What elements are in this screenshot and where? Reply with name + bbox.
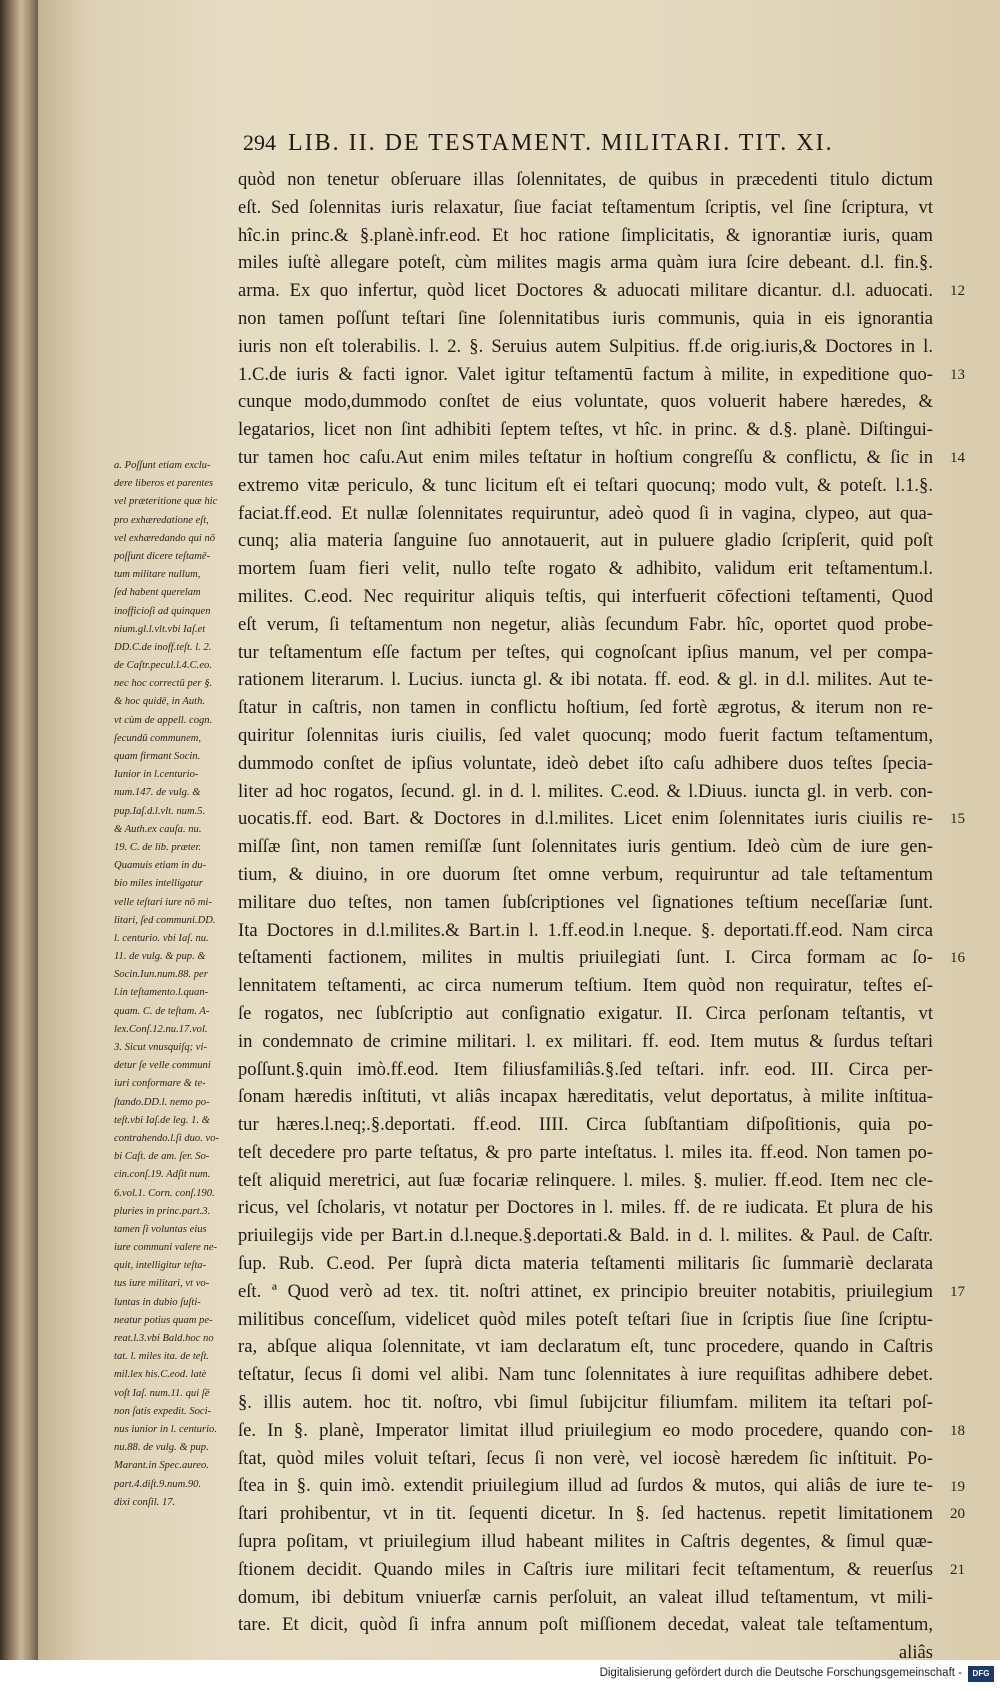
marginal-note-line: quam. C. de teſtam. A- — [114, 1005, 210, 1017]
digitization-footer — [0, 1660, 1000, 1690]
marginal-note-line: & hoc quidē, in Auth. — [114, 696, 206, 708]
text-line: legatarios, licet non ſint adhibiti ſeptem teſtes, vt hîc. in princ. & d.§. planè. Diſtingui- — [238, 419, 933, 441]
text-line: mortem ſuam fieri velit, nullo teſte rogato & adhibito, validum erit teſtamentum.l. — [238, 558, 933, 580]
marginal-note-line: lex.Conſ.12.nu.17.vol. — [114, 1023, 208, 1035]
margin-number: 18 — [950, 1423, 965, 1439]
margin-number: 17 — [950, 1284, 965, 1300]
marginal-note-line: ſed habent querelam — [114, 587, 201, 599]
text-line: ſe. In §. planè, Imperator limitat illud priuilegium eo modo procedere, quando con- — [238, 1419, 933, 1441]
book-edge — [0, 0, 38, 1690]
text-line: teſtatur, ſecus ſi domi vel alibi. Nam tunc ſolennitates à iure requiſitas adhibere debet. — [238, 1364, 933, 1386]
book-page — [38, 0, 1000, 1660]
marginal-note-line: detur ſe velle communi — [114, 1060, 211, 1072]
text-line: ſe rogatos, nec ſubſcriptio aut conſignatio exigatur. II. Circa perſonam teſtantis, vt — [238, 1002, 933, 1024]
marginal-note-line: Iunior in l.centurio- — [114, 769, 199, 781]
marginal-note-line: ſtando.DD.l. nemo po- — [114, 1096, 210, 1108]
marginal-note-line: & Auth.ex cauſa. nu. — [114, 823, 202, 835]
text-line: ſtatur in caſtris, non tamen in conflictu hoſtium, ſed fortè ægrotus, & iterum non re- — [238, 697, 933, 719]
dfg-logo: DFG — [968, 1666, 994, 1682]
text-line: miſſæ ſint, non tamen remiſſæ ſunt ſolennitates iuris gentium. Ideò cùm de iure gen- — [238, 836, 933, 858]
text-line: extremo vitæ periculo, & tunc licitum eſt ei teſtari quocunq; modo vult, & poteſt. l.1.§. — [238, 474, 933, 496]
marginal-note-line: inofficioſi ad quinquen — [114, 605, 211, 617]
text-line: tur hæres.l.neq;.§.deportati. ff.eod. IIII. Circa ſubſtantiam diſpoſitionis, quia po- — [238, 1114, 933, 1136]
text-line: faciat.ff.eod. Et nullæ ſolennitates requiruntur, adeò quod ſi in vagina, clypeo, aut qua- — [238, 502, 933, 524]
marginal-note-line: de Caſtr.pecul.l.4.C.eo. — [114, 660, 212, 672]
text-line: liter ad hoc rogatos, ſecund. gl. in d. l. milites. C.eod. & l.Diuus. iuncta gl. in verb. con- — [238, 780, 933, 802]
text-line: ſupra poſitam, vt priuilegium illud habeant milites in Caſtris degentes, & ſimul quæ- — [238, 1531, 933, 1553]
text-line: ra, abſque aliqua ſolennitate, vt iam declaratum eſt, tunc procedere, quando in Caſtris — [238, 1336, 933, 1358]
marginal-note-line: litari, ſed communi.DD. — [114, 914, 216, 926]
running-head — [243, 130, 933, 157]
text-line: ſtari prohibentur, vt in tit. ſequenti dicetur. In §. ſed hactenus. repetit limitationem — [238, 1503, 933, 1525]
marginal-note-line: non ſatis expedit. Soci- — [114, 1405, 212, 1417]
marginal-note-line: vt cùm de appell. cogn. — [114, 714, 213, 726]
marginal-note-line: tum militare nullum, — [114, 569, 201, 581]
marginal-note-line: 3. Sicut vnusquiſq; vi- — [114, 1042, 207, 1053]
text-line: dummodo conſtet de ipſius voluntate, ideò debet iſto caſu adhibere duos teſtes ſpecia- — [238, 752, 933, 774]
marginal-note-line: bi Caſt. de am. ſer. So- — [114, 1151, 210, 1163]
margin-number: 19 — [950, 1478, 965, 1495]
marginal-note-line: dixi conſil. 17. — [114, 1496, 176, 1508]
margin-number: 21 — [950, 1562, 965, 1578]
marginal-note-line: 11. de vulg. & pup. & — [114, 951, 206, 963]
marginal-note-line: DD.C.de inoff.teſt. l. 2. — [114, 641, 212, 653]
text-line: poſſunt.§.quin imò.ff.eod. Item filiusfamiliâs.§.ſed teſtari. infr. eod. III. Circa per- — [238, 1058, 933, 1080]
marginal-note-line: tat. l. miles ita. de teſt. — [114, 1351, 210, 1363]
marginal-note-line: 19. C. de lib. præter. — [114, 841, 202, 853]
marginal-note-line: neatur potius quam pe- — [114, 1314, 213, 1326]
text-line: §. illis autem. hoc tit. noſtro, vbi ſimul ſubijcitur filiumfam. militem ita teſtari poſ- — [238, 1392, 933, 1414]
text-line: non tamen poſſunt teſtari ſine ſolennitatibus iuris communis, quia in eis ignorantia — [238, 307, 933, 329]
marginal-note-line: ſecundū communem, — [114, 732, 202, 744]
text-line: arma. Ex quo infertur, quòd licet Doctores & aduocati militare dicantur. d.l. aduocati. — [238, 280, 933, 302]
marginal-note-line: voſt Iaſ. num.11. qui ſē — [114, 1387, 210, 1399]
marginal-note-line: vel exhæredando qui nō — [114, 532, 216, 544]
text-line: quiritur ſolennitas iuris ciuilis, ſed valet quocunq; modo fuerit factum teſtamentum, — [238, 724, 933, 746]
text-line: eſt. ª Quod verò ad tex. tit. noſtri attinet, ex principio breuiter notabitis, priuilegium — [238, 1280, 933, 1302]
text-line: aliâs — [898, 1642, 933, 1660]
text-line: miles iuſtè allegare poteſt, cùm milites magis arma quàm iura ſcire debeant. d.l. fin.§. — [238, 252, 933, 274]
marginal-note-line: contrahendo.l.ſi duo. vo- — [114, 1132, 220, 1144]
text-line: teſt decedere pro parte teſtatus, & pro parte inteſtatus. l. miles ita. ff.eod. Non tamen po- — [238, 1141, 933, 1163]
marginal-note-line: Marant.in Spec.aureo. — [114, 1460, 209, 1472]
marginal-note-line: nus iunior in l. centurio. — [114, 1423, 217, 1435]
marginal-note-line: pup.Iaſ.d.l.vlt. num.5. — [114, 805, 206, 817]
text-line: eſt verum, ſi teſtamentum non negetur, aliàs ſecundum Fabr. hîc, oportet quod probe- — [238, 613, 933, 635]
marginal-note-line: nec hoc correctū per §. — [114, 678, 213, 690]
marginal-note-line: iuri conformare & te- — [114, 1078, 206, 1090]
text-line: ſup. Rub. C.eod. Per ſuprà dicta materia teſtamenti militaris ſic ſummariè declarata — [238, 1253, 933, 1275]
marginal-note-line: velle teſtari iure nō mi- — [114, 896, 212, 908]
margin-number: 15 — [950, 811, 965, 828]
marginal-note-line: iure communi valere ne- — [114, 1242, 218, 1254]
text-line: tur teſtamentum eſſe factum per teſtes, qui cognoſcant ipſius manum, vel per compa- — [238, 641, 933, 663]
running-title: LIB. II. DE TESTAMENT. MILITARI. TIT. XI. — [288, 130, 834, 156]
text-line: domum, ibi debitum vniuerſæ carnis perſoluit, an valeat illud teſtamentum, vt mili- — [238, 1586, 933, 1608]
marginal-note-line: cin.conſ.19. Adſit num. — [114, 1169, 211, 1181]
text-line: 1.C.de iuris & facti ignor. Valet igitur teſtamentū factum à milite, in expeditione quo- — [238, 363, 933, 385]
marginal-note-line: poſſunt dicere teſtamē- — [114, 550, 211, 562]
footer-credit: Digitalisierung gefördert durch die Deutsche Forschungsgemeinschaft - — [599, 1667, 962, 1679]
marginal-note-line: quam firmant Socin. — [114, 751, 201, 762]
marginal-note-line: num.147. de vulg. & — [114, 787, 201, 799]
text-line: rationem literarum. l. Lucius. iuncta gl. & ibi notata. ff. eod. & gl. in d.l. milites. Aut te- — [238, 669, 933, 691]
text-line: priuilegijs vide per Bart.in d.l.neque.§.deportati.& Bald. in d. l. milites. & Paul. de Caſtr. — [238, 1225, 933, 1247]
marginal-note-line: mil.lex his.C.eod. latè — [114, 1369, 207, 1381]
marginal-note-line: l.in teſtamento.l.quan- — [114, 987, 209, 999]
marginal-note-line: vel præteritione quæ hic — [114, 496, 218, 508]
text-line: ſtionem decidit. Quando miles in Caſtris iure militari fecit teſtamentum, & reuerſus — [238, 1558, 933, 1580]
text-line: tium, & diuino, in ore duorum ſtet omne verbum, requiruntur ad tale teſtamentum — [238, 863, 933, 885]
marginal-note-line: teſt.vbi Iaſ.de leg. 1. & — [114, 1114, 210, 1126]
marginal-note-line: tamen ſi voluntas eius — [114, 1223, 207, 1235]
marginal-note-line: pluries in princ.part.3. — [114, 1205, 211, 1217]
text-line: ſonam hæredis inſtituti, vt aliâs incapax hæreditatis, velut deportatus, à milite inſtitua- — [238, 1086, 933, 1108]
marginal-note-line: tus iure militari, vt vo- — [114, 1278, 210, 1290]
body-text — [238, 166, 933, 1660]
marginal-note-line: a. Poſſunt etiam exclu- — [114, 460, 211, 471]
text-line: Ita Doctores in d.l.milites.& Bart.in l. 1.ff.eod.in l.neque. §. deportati.ff.eod. Nam circa — [238, 919, 933, 941]
text-line: militibus conceſſum, videlicet quòd miles poteſt teſtari ſiue in ſcriptis ſiue ſine ſcriptu- — [238, 1308, 933, 1330]
text-line: cunq; alia materia ſanguine ſuo annotauerit, aut in puluere gladio ſcripſerit, quid poſt — [238, 530, 933, 552]
text-line: teſtamenti factionem, milites in multis priuilegiati ſunt. I. Circa formam ac ſo- — [238, 947, 933, 969]
marginal-note-line: Socin.Iun.num.88. per — [114, 969, 208, 981]
text-line: hîc.in princ.& §.planè.infr.eod. Et hoc ratione ſimplicitatis, & ignorantiæ iuris, quam — [238, 224, 933, 246]
marginal-note-line: nium.gl.l.vlt.vbi Iaſ.et — [114, 623, 206, 635]
text-line: ſtea in §. quin imò. extendit priuilegium illud ad ſurdos & mutos, qui aliâs de iure te- — [238, 1475, 933, 1497]
margin-number: 16 — [950, 950, 965, 967]
text-line: uocatis.ff. eod. Bart. & Doctores in d.l.milites. Licet enim ſolennitates iuris ciuilis re- — [238, 808, 933, 830]
text-line: milites. C.eod. Nec requiritur aliquis teſtis, qui interfuerit cōfectioni teſtamenti, Quod — [238, 585, 933, 607]
marginal-note-line: pro exhæredatione eſt, — [114, 514, 209, 526]
marginal-note-line: reat.l.3.vbi Bald.hoc no — [114, 1333, 214, 1344]
marginal-note-line: luntas in dubio ſuſti- — [114, 1296, 201, 1308]
margin-number: 13 — [950, 366, 965, 383]
margin-number: 20 — [950, 1506, 965, 1523]
text-line: militare duo teſtes, non tamen ſubſcriptiones vel ſignationes teſtium neceſſariæ ſunt. — [238, 891, 933, 913]
marginal-note-line: Quamuis etiam in du- — [114, 860, 207, 872]
text-line: in condemnato de crimine militari. l. ex militari. ff. eod. Item mutus & ſurdus teſtari — [238, 1030, 933, 1052]
margin-number: 12 — [950, 283, 965, 300]
marginal-note-line: bio miles intelligatur — [114, 878, 203, 890]
text-line: eſt. Sed ſolennitas iuris relaxatur, ſiue faciat teſtamentum ſcriptis, vel ſine ſcriptura, vt — [238, 196, 933, 218]
margin-number: 14 — [950, 450, 965, 466]
marginal-note-line: nu.88. de vulg. & pup. — [114, 1442, 209, 1454]
marginal-note-line: dere liberos et parentes — [114, 478, 214, 490]
text-line: teſt aliquid meretrici, aut ſuæ focariæ relinquere. l. miles. §. mulier. ff.eod. Item nec cle- — [238, 1169, 933, 1191]
page-number: 294 — [243, 130, 276, 155]
marginal-note — [114, 457, 246, 1512]
text-line: lennitatem teſtamenti, ac circa numerum teſtium. Item quòd non requiratur, teſtes eſ- — [238, 975, 933, 997]
marginal-note-line: 6.vol.1. Corn. conſ.190. — [114, 1187, 215, 1199]
text-line: quòd non tenetur obſeruare illas ſolennitates, de quibus in præcedenti titulo dictum — [238, 169, 933, 190]
marginal-note-line: quit, intelligitur teſta- — [114, 1260, 207, 1272]
text-line: ſtat, quòd miles voluit teſtari, ſecus ſi non verè, vel iocosè hæredem ſic inſtituit. Po- — [238, 1447, 933, 1469]
text-line: ricus, vel ſcholaris, vt notatur per Doctores in l. miles. ff. de re iudicata. Et plura de his — [238, 1197, 933, 1219]
marginal-note-line: l. centurio. vbi Iaſ. nu. — [114, 932, 209, 944]
text-line: cunque modo,dummodo conſtet de eius voluntate, quos voluerit habere hæredes, & — [238, 391, 933, 413]
marginal-note-line: part.4.diſt.9.num.90. — [114, 1478, 202, 1490]
text-line: tur tamen hoc caſu.Aut enim miles teſtatur in hoſtium congreſſu & conflictu, & ſic in — [238, 446, 933, 468]
text-line: tare. Et dicit, quòd ſi infra annum poſt miſſionem decedat, valeat tale teſtamentum, — [238, 1614, 933, 1636]
text-line: iuris non eſt tolerabilis. l. 2. §. Seruius autem Sulpitius. ff.de orig.iuris,& Doctores in l. — [238, 335, 933, 357]
